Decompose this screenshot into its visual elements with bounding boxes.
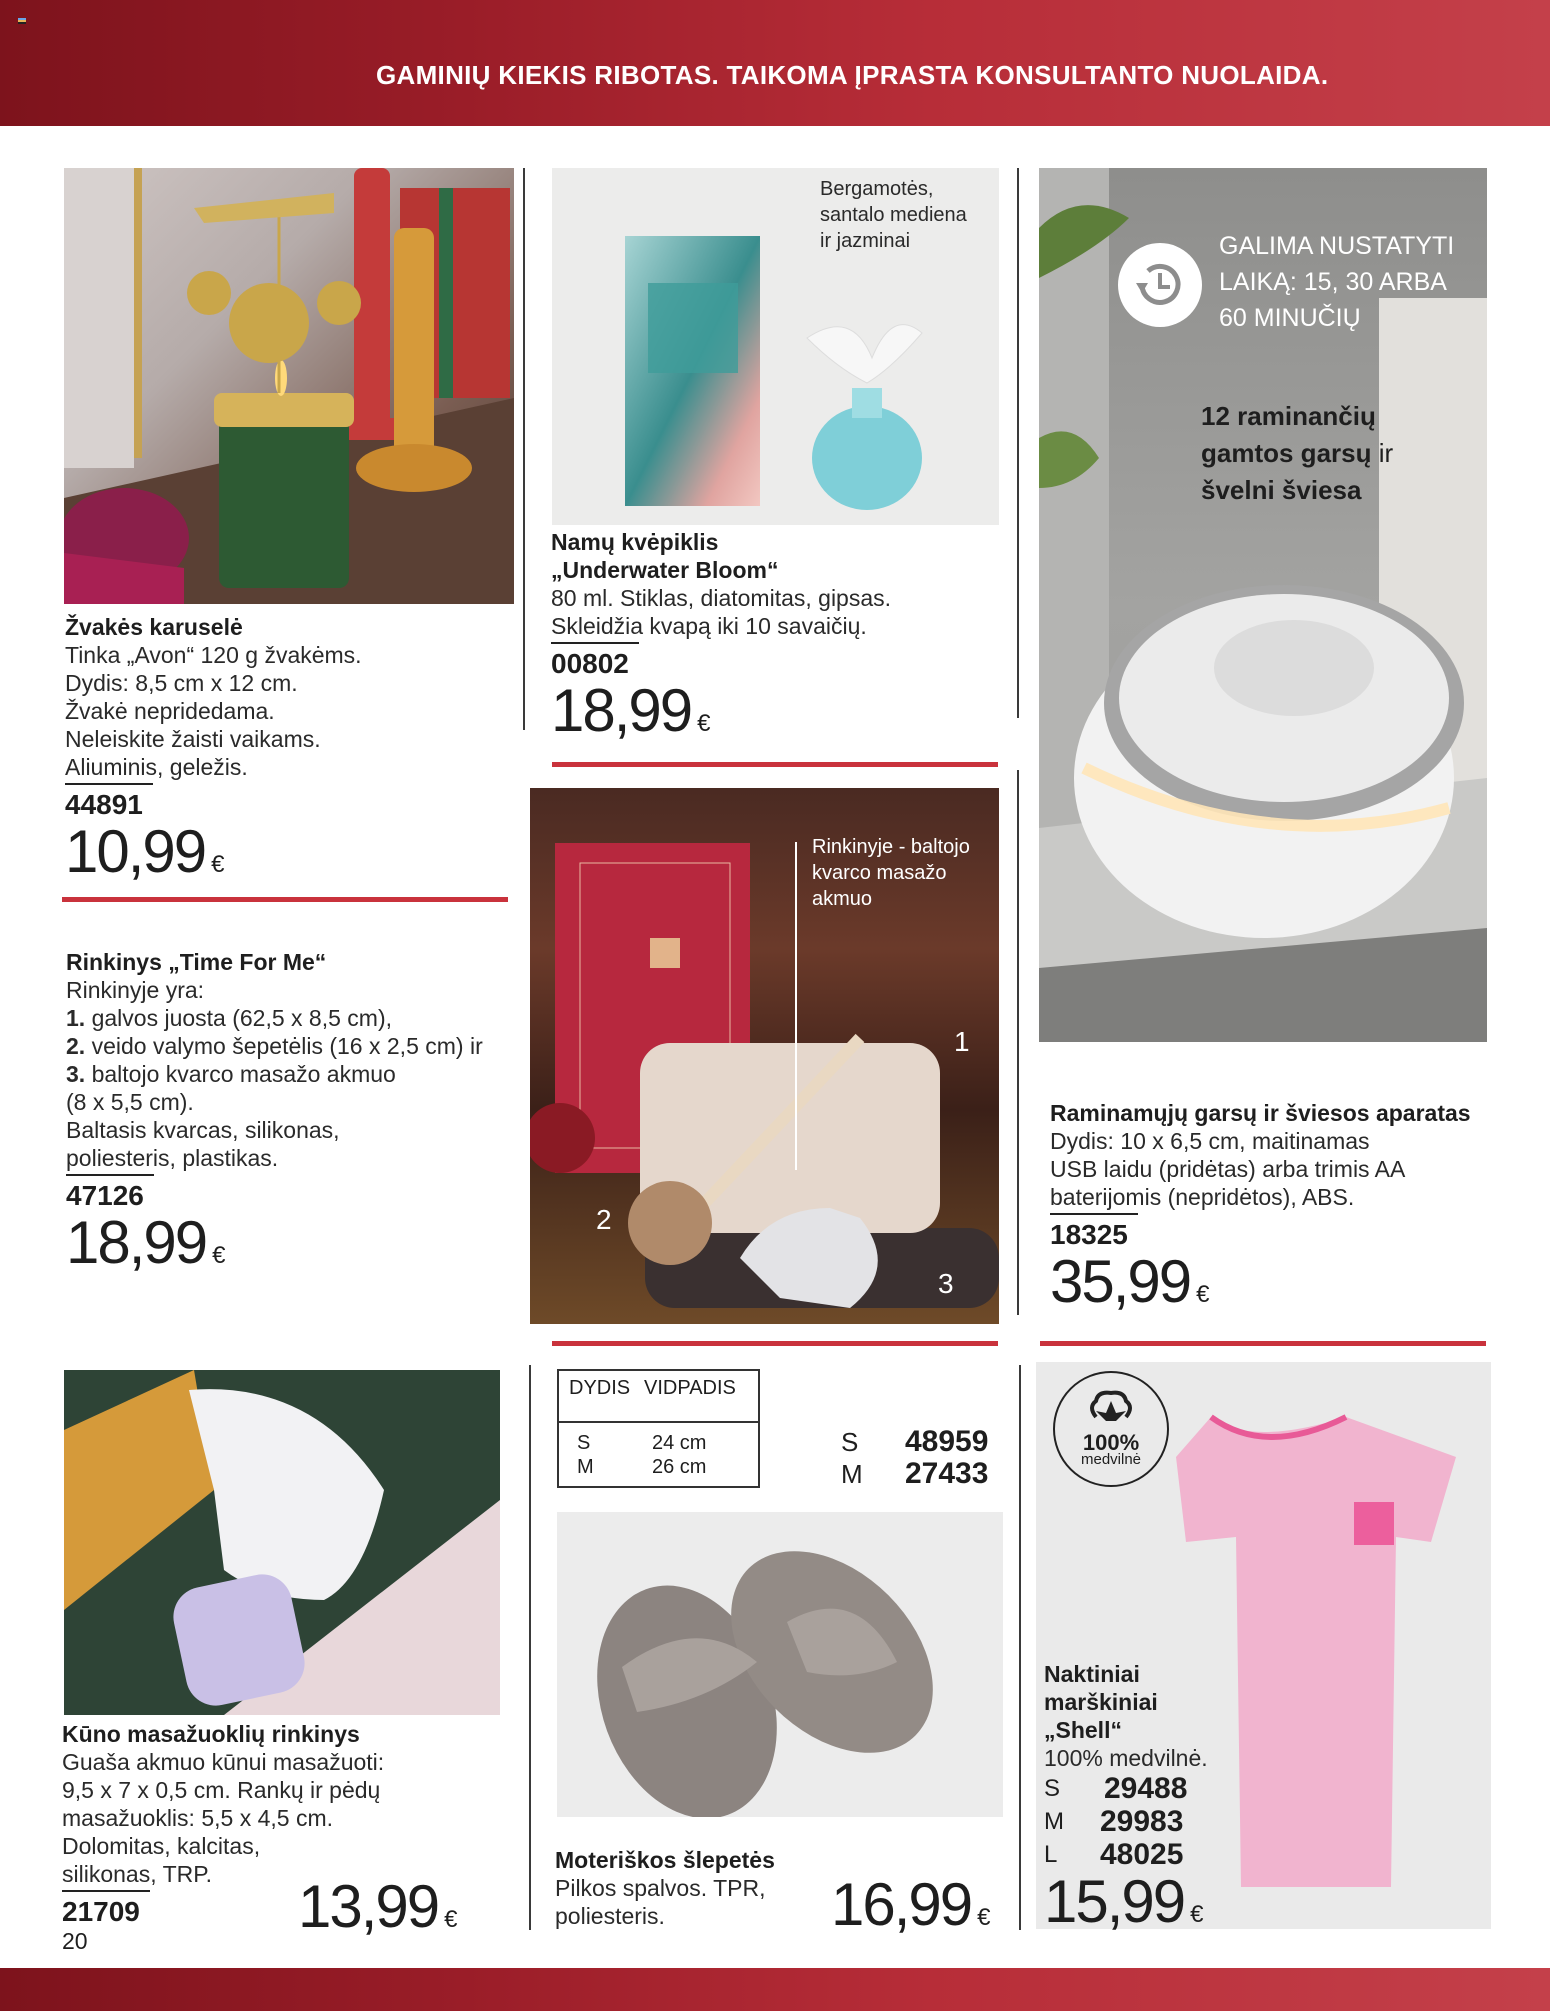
code-rule — [66, 1174, 154, 1176]
product-slippers — [555, 1846, 815, 1930]
product-title: Namų kvėpiklis „Underwater Bloom“ — [551, 529, 779, 583]
item-number-3: 3 — [938, 1268, 954, 1299]
feature-note: 12 raminančių gamtos garsų ir švelni šviesa — [1201, 401, 1394, 505]
product-title: Žvakės karuselė — [65, 614, 243, 640]
product-title: Raminamųjų garsų ir šviesos aparatas — [1050, 1100, 1471, 1126]
code-rule — [1050, 1213, 1138, 1215]
product-title: Moteriškos šlepetės — [555, 1847, 775, 1873]
candle-carousel-image — [64, 168, 514, 604]
body-massager-image — [64, 1370, 500, 1715]
section-divider — [552, 1341, 998, 1346]
section-divider — [1040, 1341, 1486, 1346]
product-diffuser — [551, 528, 1001, 755]
product-code: 44891 — [65, 789, 143, 820]
size-codes: S 29488 M 29983 L 48025 — [1044, 1772, 1188, 1871]
callout-line — [795, 842, 797, 1170]
item-number-2: 2 — [596, 1204, 612, 1235]
product-code: 47126 — [66, 1180, 144, 1211]
diffuser-image — [552, 168, 999, 525]
product-time-for-me — [66, 948, 516, 1287]
column-divider — [1017, 168, 1019, 718]
cotton-icon — [1086, 1387, 1136, 1429]
section-divider — [552, 762, 998, 767]
product-price: 10,99 € — [65, 818, 225, 885]
product-description: 100% medvilnė. — [1044, 1745, 1208, 1771]
product-price: 13,99 € — [298, 1873, 458, 1940]
product-description: Rinkinyje yra: 1. galvos juosta (62,5 x 8,5 cm), 2. veido valymo šepetėlis (16 x 2,5 cm) ir 3. baltojo kvarco masažo akmuo (8 x 5,5 cm). Baltasis kvarcas, silikonas, poliesteris, plastikas. — [66, 977, 483, 1171]
column-divider — [1017, 770, 1019, 1315]
registration-mark-icon — [18, 18, 26, 26]
product-price: 18,99 € — [66, 1209, 226, 1276]
sound-machine-image — [1039, 168, 1487, 1042]
product-price: 35,99 € — [1050, 1248, 1210, 1315]
product-title: Kūno masažuoklių rinkinys — [62, 1721, 360, 1747]
product-title: Rinkinys „Time For Me“ — [66, 949, 327, 975]
column-divider — [1019, 1365, 1021, 1930]
timer-icon — [1118, 243, 1202, 327]
header-banner — [0, 0, 1550, 126]
cotton-badge: 100% medvilnė — [1053, 1371, 1169, 1487]
product-code: 18325 — [1050, 1219, 1128, 1250]
banner-text: GAMINIŲ KIEKIS RIBOTAS. TAIKOMA ĮPRASTA KONSULTANTO NUOLAIDA. — [376, 60, 1329, 90]
size-codes: S 48959 M 27433 — [841, 1425, 989, 1490]
page-number: 20 — [62, 1928, 88, 1954]
product-description: Dydis: 10 x 6,5 cm, maitinamas USB laidu (pridėtas) arba trimis AA baterijomis (nepridėtos), ABS. — [1050, 1128, 1406, 1210]
product-sound-machine — [1050, 1099, 1500, 1326]
product-description: Guaša akmuo kūnui masažuoti: 9,5 x 7 x 0,5 cm. Rankų ir pėdų masažuoklis: 5,5 x 4,5 cm. Dolomitas, kalcitas, silikonas, TRP. — [62, 1749, 385, 1887]
item-number-1: 1 — [954, 1026, 970, 1057]
size-table-row: M 26 cm — [577, 1456, 707, 1478]
product-price: 15,99 € — [1044, 1868, 1204, 1935]
code-rule — [62, 1890, 150, 1892]
product-description: Tinka „Avon“ 120 g žvakėms. Dydis: 8,5 cm x 12 cm. Žvakė nepridedama. Neleiskite žaisti vaikams. Aliuminis, geležis. — [65, 642, 362, 780]
size-table-row: S 24 cm — [577, 1432, 707, 1454]
product-nightshirt — [1044, 1660, 1244, 1946]
size-table-header: DYDIS VIDPADIS — [559, 1371, 758, 1423]
timer-note: GALIMA NUSTATYTI LAIKĄ: 15, 30 ARBA 60 MINUČIŲ — [1219, 232, 1455, 332]
product-candle-carousel — [65, 613, 515, 896]
slippers-image — [557, 1512, 1003, 1817]
column-divider — [523, 168, 525, 730]
product-description: 80 ml. Stiklas, diatomitas, gipsas. Skleidžia kvapą iki 10 savaičių. — [551, 585, 892, 639]
product-description: Pilkos spalvos. TPR, poliesteris. — [555, 1875, 766, 1929]
time-for-me-set-image — [530, 788, 999, 1324]
code-rule — [551, 642, 639, 644]
footer-band — [0, 1968, 1550, 2011]
size-table — [557, 1369, 760, 1488]
column-divider — [529, 1365, 531, 1930]
code-rule — [65, 783, 153, 785]
product-title: Naktiniai marškiniai „Shell“ — [1044, 1661, 1158, 1743]
scent-note: Bergamotės, santalo mediena ir jazminai — [820, 178, 967, 252]
product-price: 18,99 € — [551, 677, 711, 744]
set-note: Rinkinyje - baltojo kvarco masažo akmuo — [812, 836, 970, 910]
section-divider — [62, 897, 508, 902]
product-price: 16,99 € — [831, 1871, 991, 1938]
product-code: 21709 — [62, 1896, 140, 1927]
product-code: 00802 — [551, 648, 629, 679]
